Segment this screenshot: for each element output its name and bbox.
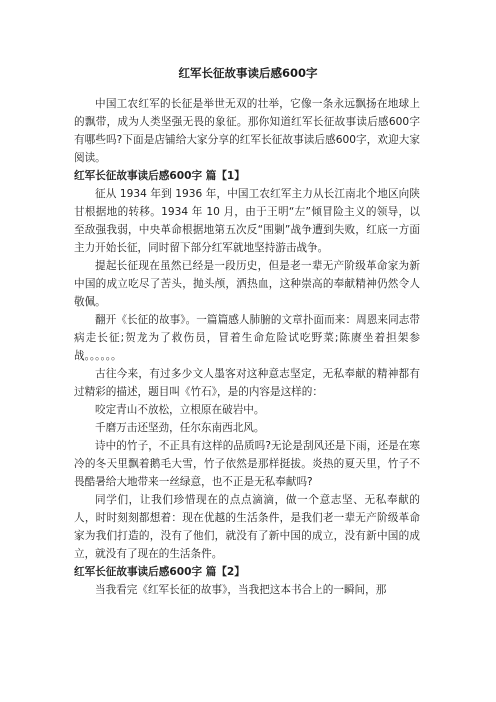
section-1-paragraph: 古往今来，有过多少文人墨客对这种意志坚定，无私奉献的精神都有过精彩的描述，题目叫《竹石》，是的内容是这样的： — [74, 368, 420, 398]
poem-line: 咬定青山不放松，立根原在破岩中。 — [95, 404, 265, 416]
poem-line: 千磨万击还坚劲，任尔东南西北风。 — [95, 422, 265, 434]
document-title: 红军长征故事读后感600字 — [178, 66, 318, 80]
section-1-heading: 红军长征故事读后感600字 篇【1】 — [74, 170, 245, 182]
document-body — [74, 95, 420, 599]
section-1-paragraph: 诗中的竹子，不正具有这样的品质吗?无论是刮风还是下雨，还是在寒冷的冬天里飘着鹅毛大雪，竹子依然是那样挺拔。炎热的夏天里，竹子不畏酷暑给大地带来一丝绿意，也不正是无私奉献吗? — [74, 440, 420, 488]
section-1-paragraph: 征从 1934 年到 1936 年，中国工农红军主力从长江南北个地区向陕甘根据地的转移。1934 年 10 月，由于王明“左”倾冒险主义的领导，以至敌强我弱，中央革命根据地第五次反“围剿”战争遭到失败，红底一方面主力开始长征，同时留下部分红军就地坚持游击战争。 — [74, 188, 420, 254]
section-1-paragraph: 同学们，让我们珍惜现在的点点滴滴，做一个意志坚、无私奉献的人，时时刻刻都想着：现在优越的生活条件，是我们老一辈无产阶级革命家为我们打造的，没有了他们，就没有了新中国的成立，没有新中国的成立，就没有了现在的生活条件。 — [74, 494, 420, 560]
intro-paragraph: 中国工农红军的长征是举世无双的壮举，它像一条永远飘扬在地球上的飘带，成为人类坚强无畏的象征。那你知道红军长征故事读后感600字有哪些吗?下面是店铺给大家分享的红军长征故事读后感600字，欢迎大家阅读。 — [74, 98, 420, 164]
section-1-paragraph: 提起长征现在虽然已经是一段历史，但是老一辈无产阶级革命家为新中国的成立吃尽了苦头，抛头颅，洒热血，这种崇高的奉献精神仍然令人敬佩。 — [74, 260, 420, 308]
section-1-paragraph: 翻开《长征的故事》。一篇篇感人肺腑的文章扑面而来：周恩来同志带病走长征;贺龙为了救伤员，冒着生命危险试吃野菜;陈赓坐着担架参战。。。。。。 — [74, 314, 420, 362]
section-2-paragraph: 当我看完《红军长征的故事》，当我把这本书合上的一瞬间，那 — [95, 584, 387, 596]
section-2-heading: 红军长征故事读后感600字 篇【2】 — [74, 566, 245, 578]
